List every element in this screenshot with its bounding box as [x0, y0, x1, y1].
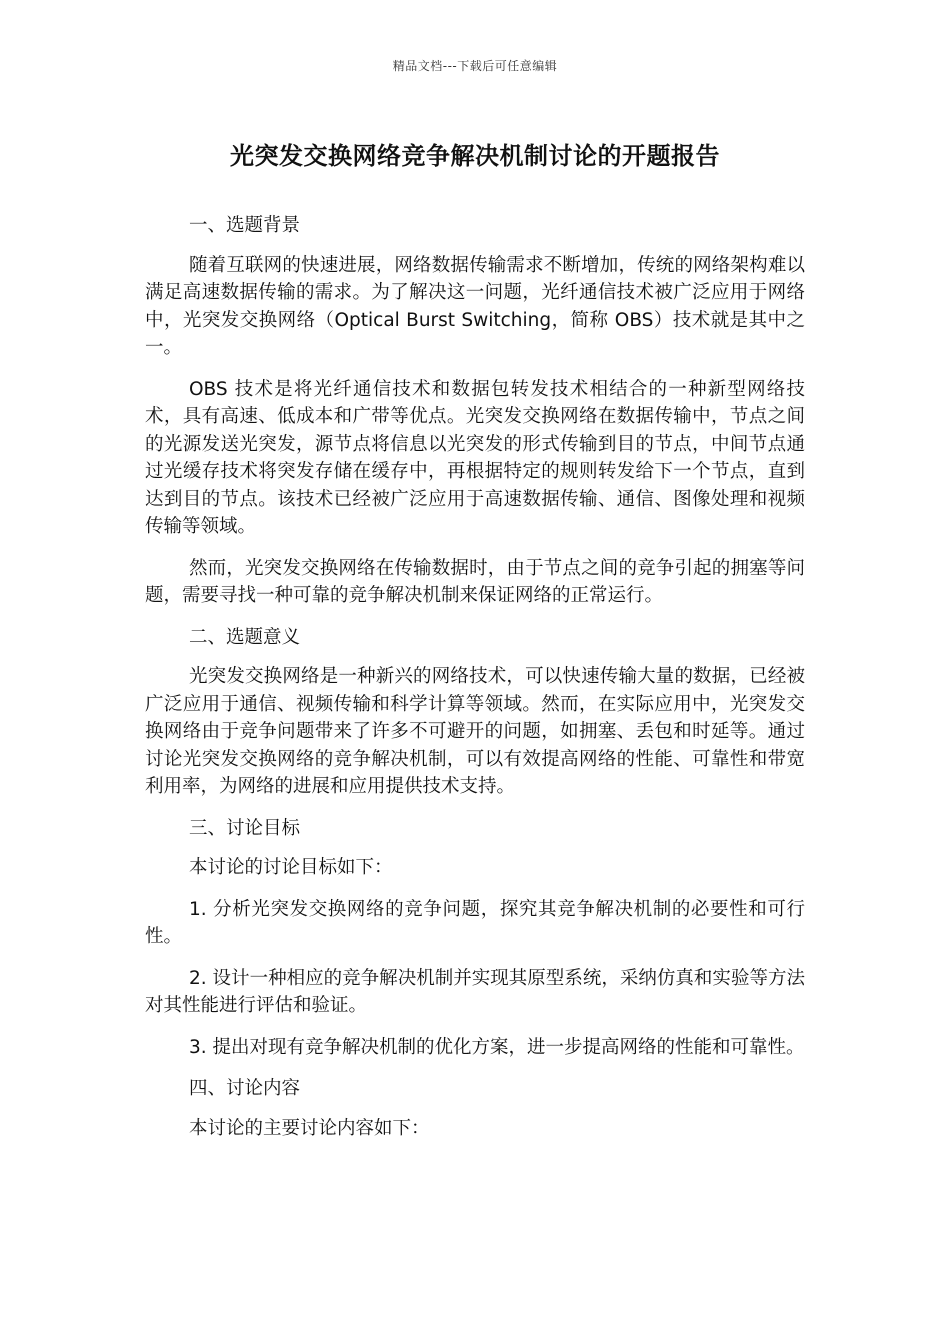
paragraph-goals-intro: 本讨论的讨论目标如下： [189, 857, 393, 878]
document-title: 光突发交换网络竞争解决机制讨论的开题报告 [230, 142, 720, 170]
section-heading-significance: 二、选题意义 [189, 626, 301, 648]
section-heading-goals: 三、讨论目标 [189, 817, 301, 839]
paragraph-background-3: 然而，光突发交换网络在传输数据时，由于节点之间的竞争引起的拥塞等问题，需要寻找一种可靠的竞争解决机制来保证网络的正常运行。 [145, 557, 805, 606]
list-item-goal-3: 3. 提出对现有竞争解决机制的优化方案，进一步提高网络的性能和可靠性。 [189, 1036, 805, 1058]
paragraph-content-intro: 本讨论的主要讨论内容如下： [189, 1117, 430, 1139]
paragraph-background-2: OBS 技术是将光纤通信技术和数据包转发技术相结合的一种新型网络技术，具有高速、低成本和广带等优点。光突发交换网络在数据传输中，节点之间的光源发送光突发，源节点将信息以光突发的形式传输到目的节点，中间节点通过光缓存技术将突发存储在缓存中，再根据特定的规则转发给下一个节点，直到达到目的节点。该技术已经被广泛应用于高速数据传输、通信、图像处理和视频传输等领域。 [145, 378, 805, 537]
list-item-goal-2: 2. 设计一种相应的竞争解决机制并实现其原型系统，采纳仿真和实验等方法对其性能进行评估和验证。 [145, 967, 805, 1016]
document-body [145, 212, 805, 1156]
paragraph-significance: 光突发交换网络是一种新兴的网络技术，可以快速传输大量的数据，已经被广泛应用于通信、视频传输和科学计算等领域。然而，在实际应用中，光突发交换网络由于竞争问题带来了许多不可避开的问题，如拥塞、丢包和时延等。通过讨论光突发交换网络的竞争解决机制，可以有效提高网络的性能、可靠性和带宽利用率，为网络的进展和应用提供技术支持。 [145, 666, 805, 797]
paragraph-background-1: 随着互联网的快速进展，网络数据传输需求不断增加，传统的网络架构难以满足高速数据传输的需求。为了解决这一问题，光纤通信技术被广泛应用于网络中，光突发交换网络（Optical Burst Switching，简称 OBS）技术就是其中之一。 [145, 254, 805, 358]
section-heading-background: 一、选题背景 [189, 215, 301, 236]
section-heading-content: 四、讨论内容 [189, 1078, 301, 1099]
page-header: 精品文档---下载后可任意编辑 [392, 59, 558, 73]
list-item-goal-1: 1. 分析光突发交换网络的竞争问题，探究其竞争解决机制的必要性和可行性。 [145, 898, 805, 947]
